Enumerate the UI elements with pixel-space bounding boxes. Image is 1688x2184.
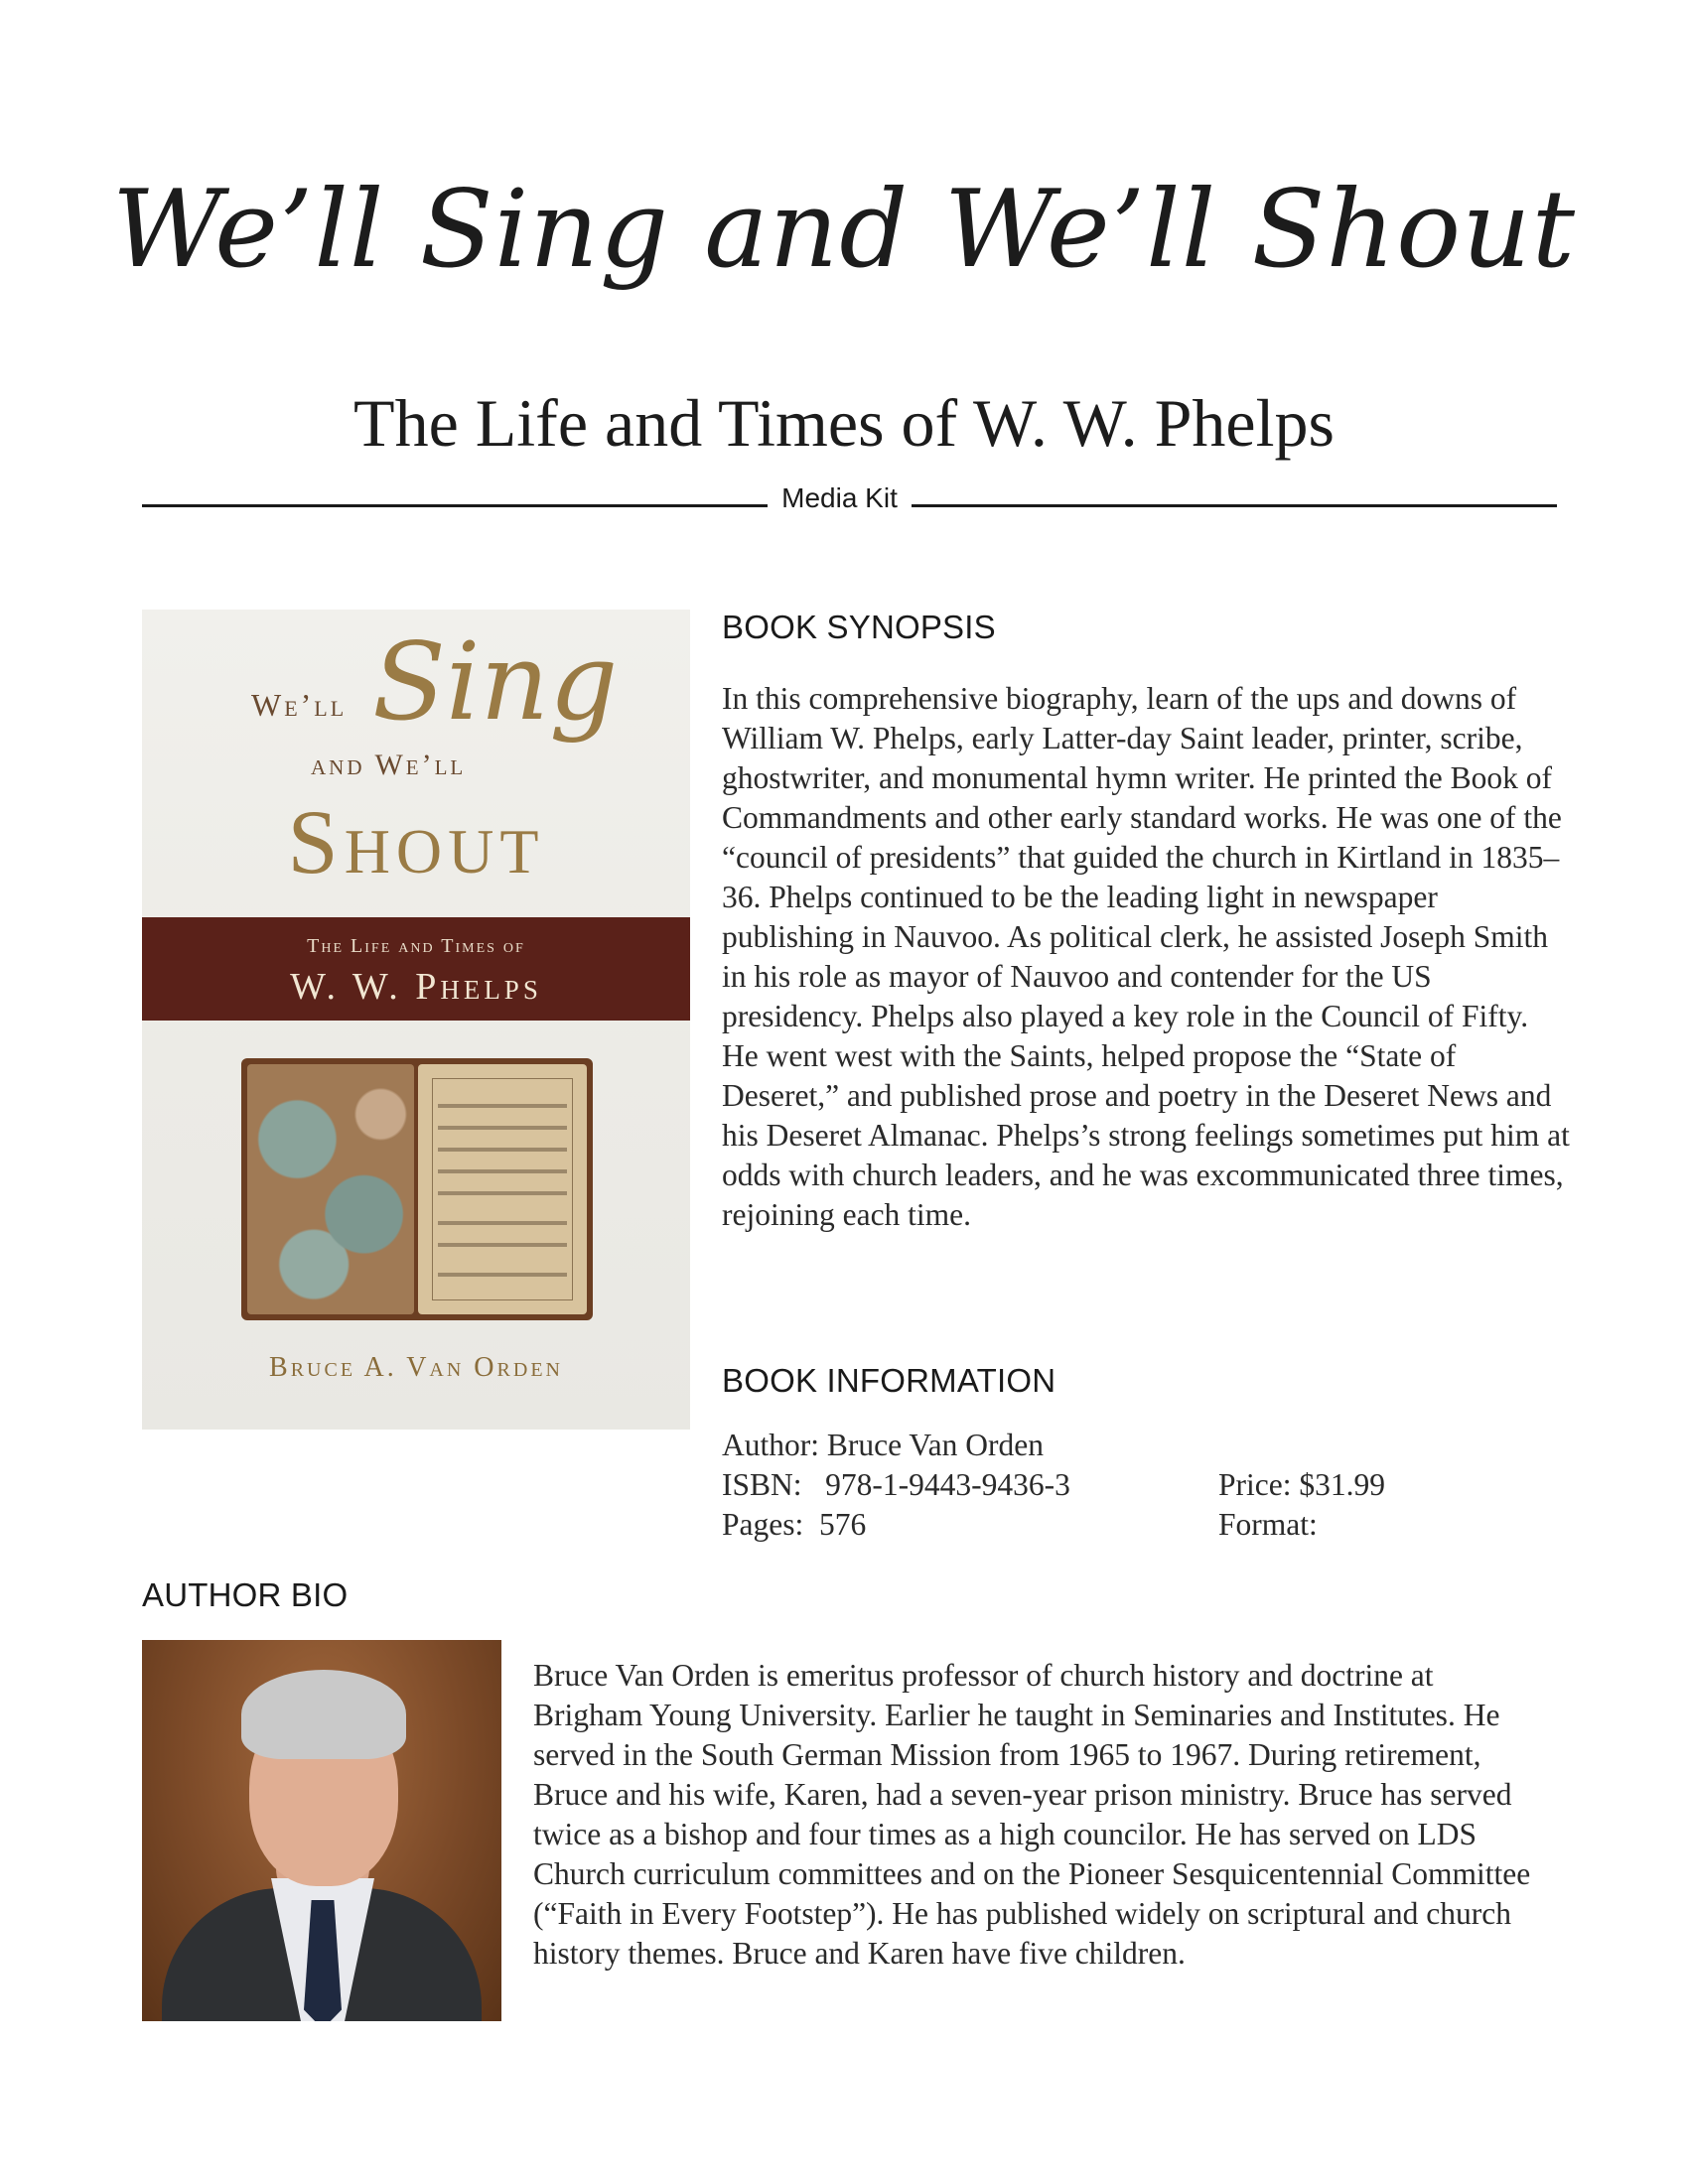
title-page-text-line <box>438 1243 567 1247</box>
title-page-text-line <box>438 1148 567 1152</box>
cover-band-name: W. W. Phelps <box>290 966 542 1008</box>
cover-band-subtitle: The Life and Times of <box>307 935 525 957</box>
cover-title-band <box>142 917 690 1021</box>
cover-line-2: and We’ll <box>311 749 467 781</box>
cover-script-word: Sing <box>372 620 619 745</box>
section-label: Media Kit <box>781 482 898 513</box>
document-title: We’ll Sing and We’ll Shout <box>111 168 1577 292</box>
document-subtitle: The Life and Times of W. W. Phelps <box>353 385 1335 461</box>
title-page-text-line <box>438 1126 567 1130</box>
title-page-text-line <box>438 1169 567 1173</box>
book-cover-image <box>142 610 690 1430</box>
book-info-author: Author: Bruce Van Orden <box>722 1428 1044 1462</box>
book-info-price: Price: $31.99 <box>1218 1467 1385 1502</box>
title-page-text-line <box>438 1221 567 1225</box>
cover-author: Bruce A. Van Orden <box>269 1352 563 1383</box>
book-info-heading: BOOK INFORMATION <box>722 1362 1056 1399</box>
title-page-frame <box>432 1078 573 1300</box>
author-hair <box>241 1670 406 1759</box>
cover-line-1: We’ll <box>251 687 348 723</box>
divider-right <box>912 504 1557 507</box>
title-page-text-line <box>438 1273 567 1277</box>
author-bio-heading: AUTHOR BIO <box>142 1576 349 1613</box>
book-info-format: Format: <box>1218 1507 1318 1542</box>
title-page <box>418 1064 587 1314</box>
hymnal-illustration <box>241 1058 593 1320</box>
title-page-text-line <box>438 1104 567 1108</box>
book-info-pages: Pages: 576 <box>722 1507 867 1542</box>
synopsis-heading: BOOK SYNOPSIS <box>722 609 996 645</box>
author-photo <box>142 1640 501 2021</box>
synopsis-text: In this comprehensive biography, learn of the ups and downs of William W. Phelps, early Latter-day Saint leader, printer, scribe, ghostwriter, and monumental hymn writer. He printed the Book of Commandments and other early standard works. He was one of the “council of presidents” that guided the church in Kirtland in 1835–36. Phelps continued to be the leading light in newspaper publishing in Nauvoo. As political clerk, he assisted Joseph Smith in his role as mayor of Nauvoo and contender for the US presidency. Phelps also played a key role in the Council of Fifty. He went west with the Saints, helped propose the “State of Deseret,” and published prose and poetry in the Deseret News and his Deseret Almanac. Phelps’s strong feelings sometimes put him at odds with church leaders, and he was excommunicated three times, rejoining each time. <box>722 681 1570 1232</box>
marbled-endpaper <box>247 1064 414 1314</box>
title-page-text-line <box>438 1191 567 1195</box>
author-bio-text: Bruce Van Orden is emeritus professor of church history and doctrine at Brigham Young University. Earlier he taught in Seminaries and Institutes. He served in the South German Mission from 1965 to 1967. During retirement, Bruce and his wife, Karen, had a seven-year prison ministry. Bruce has served twice as a bishop and four times as a high councilor. He has served on LDS Church curriculum committees and on the Pioneer Sesquicentennial Committee (“Faith in Every Footstep”). He has published widely on scriptural and church history themes. Bruce and Karen have five children. <box>533 1658 1531 1971</box>
divider-left <box>142 504 768 507</box>
cover-line-3: Shout <box>287 791 545 892</box>
book-info-isbn: ISBN: 978-1-9443-9436-3 <box>722 1467 1070 1502</box>
